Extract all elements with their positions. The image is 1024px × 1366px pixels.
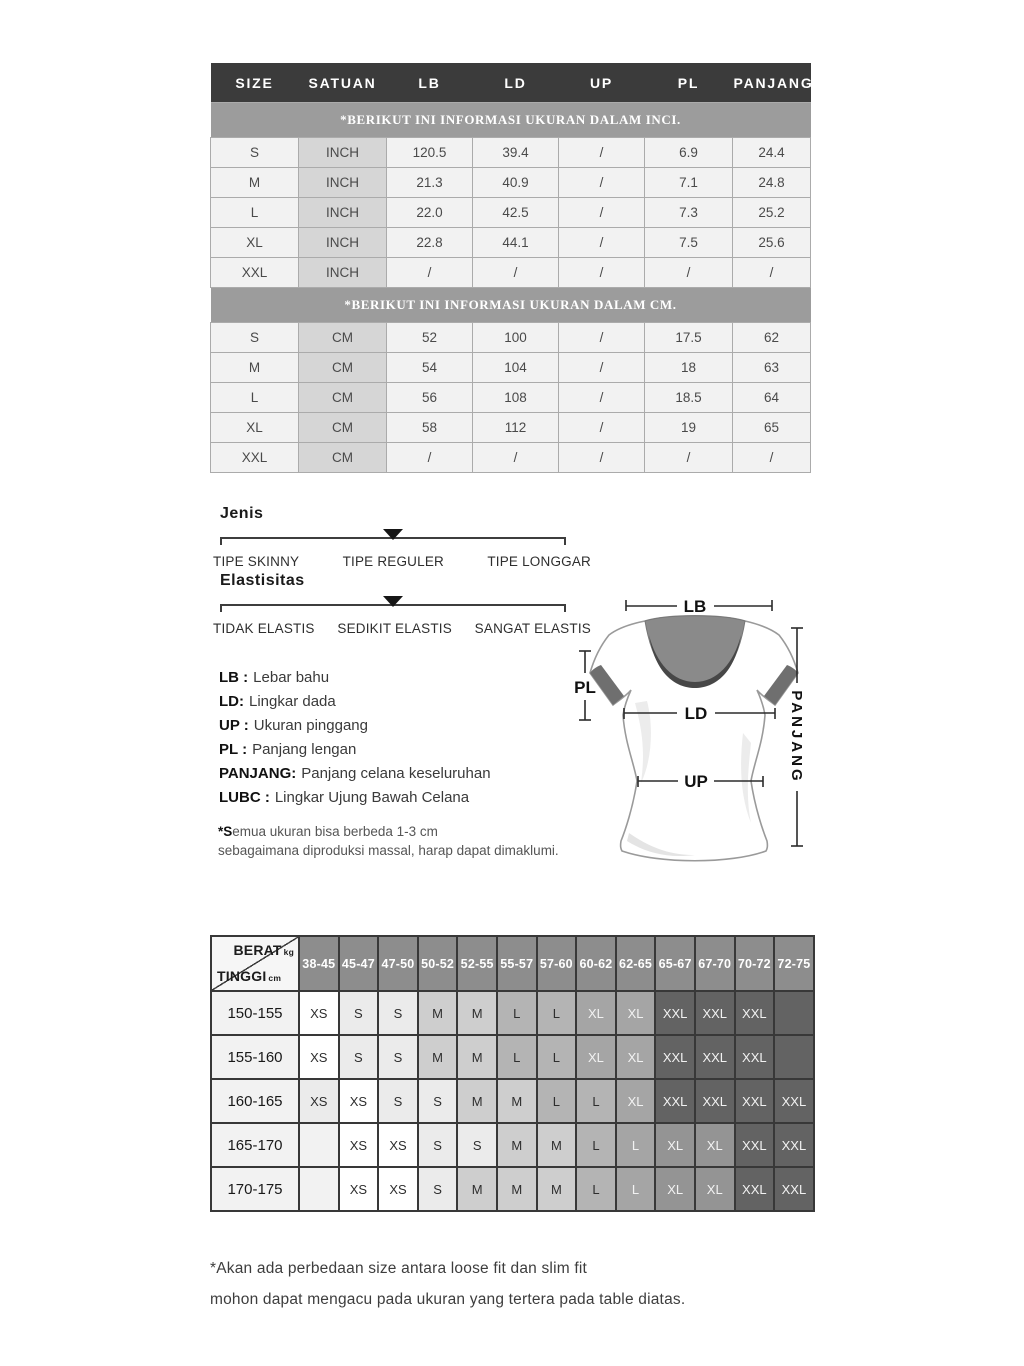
matrix-cell: L [616, 1167, 656, 1211]
size-table-cell: 52 [387, 323, 473, 353]
matrix-cell: S [378, 991, 418, 1035]
matrix-cell: L [497, 1035, 537, 1079]
size-table-cell: 100 [473, 323, 559, 353]
size-table-row [211, 323, 811, 353]
matrix-cell: XXL [655, 991, 695, 1035]
size-table-cell: INCH [299, 228, 387, 258]
elasticity-scale [213, 572, 591, 636]
size-table-cell: M [211, 168, 299, 198]
fit-type-title: Jenis [220, 505, 264, 522]
elasticity-scale-line [220, 604, 566, 614]
size-table-row [211, 413, 811, 443]
size-table-cell: INCH [299, 138, 387, 168]
size-table-cell: CM [299, 443, 387, 473]
size-table-cell: 112 [473, 413, 559, 443]
matrix-row [211, 1035, 814, 1079]
definition-pl: PL : Panjang lengan [219, 741, 357, 758]
matrix-row-header: 150-155 [211, 991, 299, 1035]
size-table-cell: / [559, 353, 645, 383]
size-table-col-header: PANJANG [733, 63, 811, 103]
matrix-col-header: 38-45 [299, 936, 339, 991]
matrix-cell: XS [378, 1123, 418, 1167]
size-table-cell: 104 [473, 353, 559, 383]
elasticity-title: Elastisitas [220, 572, 305, 589]
matrix-col-header: 57-60 [537, 936, 577, 991]
scale-marker-triangle-icon [383, 596, 403, 607]
size-table-cell: 22.0 [387, 198, 473, 228]
matrix-cell: XL [695, 1167, 735, 1211]
size-table-cell: XL [211, 228, 299, 258]
size-table-cell: / [559, 258, 645, 288]
matrix-cell: XS [299, 991, 339, 1035]
size-table-col-header: UP [559, 63, 645, 103]
matrix-cell: M [418, 991, 458, 1035]
matrix-cell: L [616, 1123, 656, 1167]
size-table-header-row [211, 63, 811, 103]
size-table-cell: 44.1 [473, 228, 559, 258]
tolerance-note [218, 822, 559, 860]
panjang-label: PANJANG [788, 690, 805, 784]
size-table-cell: 108 [473, 383, 559, 413]
elasticity-option-sangat: SANGAT ELASTIS [474, 621, 591, 636]
matrix-cell: XXL [655, 1079, 695, 1123]
ld-label: LD [684, 704, 708, 723]
matrix-cell: L [576, 1123, 616, 1167]
matrix-cell: XL [576, 991, 616, 1035]
size-table-cell: 64 [733, 383, 811, 413]
matrix-cell: M [457, 1167, 497, 1211]
matrix-cell: M [497, 1123, 537, 1167]
pl-measure-line [574, 651, 596, 720]
size-table-cell: / [559, 443, 645, 473]
measurement-definitions [219, 666, 491, 810]
matrix-cell: XXL [655, 1035, 695, 1079]
lb-label: LB [683, 597, 707, 616]
matrix-col-header: 55-57 [497, 936, 537, 991]
size-table-cell: / [559, 413, 645, 443]
matrix-cell [299, 1123, 339, 1167]
size-table-cell: S [211, 138, 299, 168]
size-table-cell: 21.3 [387, 168, 473, 198]
tshirt-diagram [565, 583, 820, 875]
size-table-cell: 65 [733, 413, 811, 443]
matrix-col-header: 52-55 [457, 936, 497, 991]
matrix-cell: XXL [695, 1035, 735, 1079]
definition-lb: LB : Lebar bahu [219, 669, 330, 686]
matrix-cell: S [339, 1035, 379, 1079]
fit-difference-note-line1: *Akan ada perbedaan size antara loose fit dan slim fit [210, 1260, 587, 1277]
matrix-col-header: 62-65 [616, 936, 656, 991]
matrix-cell: XS [299, 1079, 339, 1123]
matrix-row [211, 1079, 814, 1123]
size-table-cell: / [473, 258, 559, 288]
size-table-col-header: LD [473, 63, 559, 103]
matrix-cell: M [457, 1035, 497, 1079]
matrix-row-header: 165-170 [211, 1123, 299, 1167]
matrix-cell: S [418, 1123, 458, 1167]
matrix-cell: M [497, 1079, 537, 1123]
size-table-cell: 6.9 [645, 138, 733, 168]
matrix-cell: XXL [735, 991, 775, 1035]
size-table-cell: / [559, 168, 645, 198]
size-table-cell: 56 [387, 383, 473, 413]
matrix-cell: S [418, 1167, 458, 1211]
size-table-cell: INCH [299, 168, 387, 198]
size-table-cell: M [211, 353, 299, 383]
matrix-row-header: 170-175 [211, 1167, 299, 1211]
size-table-cell: / [387, 258, 473, 288]
matrix-cell: XXL [774, 1167, 814, 1211]
matrix-cell: M [537, 1167, 577, 1211]
size-table-cell: 25.6 [733, 228, 811, 258]
size-table-cell: 22.8 [387, 228, 473, 258]
size-table-row [211, 198, 811, 228]
matrix-cell: M [457, 1079, 497, 1123]
matrix-cell: XL [695, 1123, 735, 1167]
lb-measure-line [626, 597, 772, 616]
matrix-cell: S [457, 1123, 497, 1167]
size-table-cell: / [559, 198, 645, 228]
matrix-col-header: 60-62 [576, 936, 616, 991]
matrix-cell: S [378, 1035, 418, 1079]
matrix-col-header: 47-50 [378, 936, 418, 991]
fit-type-option-reguler: TIPE REGULER [342, 554, 444, 569]
weight-axis-label: BERAT kg [233, 942, 294, 958]
tolerance-note-line2: sebagaimana diproduksi massal, harap dapat dimaklumi. [218, 843, 559, 858]
matrix-cell: XXL [735, 1167, 775, 1211]
size-table-cell: / [559, 138, 645, 168]
elasticity-option-tidak: TIDAK ELASTIS [213, 621, 315, 636]
size-table-cell: / [645, 258, 733, 288]
matrix-col-header: 45-47 [339, 936, 379, 991]
elasticity-option-sedikit: SEDIKIT ELASTIS [337, 621, 452, 636]
definition-panjang: PANJANG: Panjang celana keseluruhan [219, 765, 491, 782]
matrix-cell: XXL [735, 1123, 775, 1167]
size-table-cell: / [387, 443, 473, 473]
size-table-cell: CM [299, 323, 387, 353]
fit-type-option-longgar: TIPE LONGGAR [487, 554, 591, 569]
size-table-cell: XXL [211, 258, 299, 288]
size-table-cell: / [733, 443, 811, 473]
matrix-cell: XS [299, 1035, 339, 1079]
size-table-cell: / [733, 258, 811, 288]
matrix-cell: L [576, 1167, 616, 1211]
matrix-cell: M [418, 1035, 458, 1079]
pl-label: PL [574, 678, 596, 697]
matrix-cell: L [497, 991, 537, 1035]
matrix-row-header: 160-165 [211, 1079, 299, 1123]
size-table-row [211, 353, 811, 383]
size-table-cell: / [559, 383, 645, 413]
size-table-cell: INCH [299, 198, 387, 228]
size-table-cell: / [645, 443, 733, 473]
size-table-row [211, 443, 811, 473]
size-table-cell: 42.5 [473, 198, 559, 228]
size-table-cell: 7.1 [645, 168, 733, 198]
fit-type-scale-line [220, 537, 566, 547]
size-table-cell: 54 [387, 353, 473, 383]
size-table-col-header: SIZE [211, 63, 299, 103]
matrix-cell: XS [339, 1123, 379, 1167]
matrix-col-header: 50-52 [418, 936, 458, 991]
tolerance-note-line1: *Semua ukuran bisa berbeda 1-3 cm [218, 824, 438, 839]
size-table-col-header: PL [645, 63, 733, 103]
size-table-row [211, 228, 811, 258]
definition-up: UP : Ukuran pinggang [219, 717, 368, 734]
matrix-cell: XXL [735, 1035, 775, 1079]
matrix-body [211, 991, 814, 1211]
size-table-cell: CM [299, 383, 387, 413]
fit-type-scale [213, 505, 591, 569]
size-table-cell: 25.2 [733, 198, 811, 228]
size-table-cell: L [211, 198, 299, 228]
matrix-cell [299, 1167, 339, 1211]
matrix-cell: XL [616, 1035, 656, 1079]
size-table-cell: 19 [645, 413, 733, 443]
matrix-col-header: 67-70 [695, 936, 735, 991]
matrix-cell: L [537, 1035, 577, 1079]
matrix-cell: XXL [695, 1079, 735, 1123]
size-table-cell: 17.5 [645, 323, 733, 353]
matrix-cell: XXL [774, 1079, 814, 1123]
matrix-header-row [211, 936, 814, 991]
size-table-row [211, 138, 811, 168]
size-table-cell: XXL [211, 443, 299, 473]
matrix-cell: XS [339, 1167, 379, 1211]
size-table-section-banner: *BERIKUT INI INFORMASI UKURAN DALAM INCI. [211, 103, 811, 138]
matrix-cell: S [418, 1079, 458, 1123]
matrix-col-header: 72-75 [774, 936, 814, 991]
size-table-cell: 18.5 [645, 383, 733, 413]
matrix-col-header: 70-72 [735, 936, 775, 991]
matrix-cell [774, 1035, 814, 1079]
matrix-cell: XXL [695, 991, 735, 1035]
size-table-col-header: LB [387, 63, 473, 103]
size-table-row [211, 258, 811, 288]
size-table-cell: 7.5 [645, 228, 733, 258]
size-table-cell: 18 [645, 353, 733, 383]
matrix-cell: XXL [774, 1123, 814, 1167]
size-table-cell: 7.3 [645, 198, 733, 228]
matrix-row [211, 1167, 814, 1211]
size-table [210, 63, 814, 473]
matrix-row-header: 155-160 [211, 1035, 299, 1079]
matrix-cell: M [497, 1167, 537, 1211]
matrix-cell: XL [576, 1035, 616, 1079]
size-table-cell: / [559, 323, 645, 353]
size-table-cell: INCH [299, 258, 387, 288]
height-axis-label: TINGGI cm [217, 968, 282, 984]
size-table-row [211, 168, 811, 198]
size-table-cell: 24.4 [733, 138, 811, 168]
size-table-col-header: SATUAN [299, 63, 387, 103]
size-table-cell: 24.8 [733, 168, 811, 198]
size-table-cell: XL [211, 413, 299, 443]
matrix-cell [774, 991, 814, 1035]
matrix-cell: L [576, 1079, 616, 1123]
definition-lubc: LUBC : Lingkar Ujung Bawah Celana [219, 789, 470, 806]
fit-difference-note-line2: mohon dapat mengacu pada ukuran yang tertera pada table diatas. [210, 1291, 686, 1308]
size-table-cell: 62 [733, 323, 811, 353]
matrix-cell: L [537, 1079, 577, 1123]
matrix-cell: S [339, 991, 379, 1035]
matrix-corner-cell [211, 936, 299, 991]
matrix-row [211, 991, 814, 1035]
definition-ld: LD: Lingkar dada [219, 693, 336, 710]
matrix-cell: S [378, 1079, 418, 1123]
matrix-cell: XL [655, 1167, 695, 1211]
scale-marker-triangle-icon [383, 529, 403, 540]
height-weight-matrix [210, 935, 815, 1212]
size-table-row [211, 383, 811, 413]
size-table-section-banner: *BERIKUT INI INFORMASI UKURAN DALAM CM. [211, 288, 811, 323]
matrix-cell: XL [655, 1123, 695, 1167]
size-table-cell: 120.5 [387, 138, 473, 168]
matrix-cell: L [537, 991, 577, 1035]
matrix-cell: M [457, 991, 497, 1035]
matrix-cell: M [537, 1123, 577, 1167]
fit-difference-note [210, 1253, 685, 1315]
size-table-cell: CM [299, 353, 387, 383]
size-table-cell: 63 [733, 353, 811, 383]
matrix-cell: XL [616, 1079, 656, 1123]
size-table-cell: L [211, 383, 299, 413]
matrix-row [211, 1123, 814, 1167]
matrix-cell: XS [378, 1167, 418, 1211]
size-table-cell: / [559, 228, 645, 258]
size-table-cell: S [211, 323, 299, 353]
matrix-cell: XL [616, 991, 656, 1035]
size-table-cell: / [473, 443, 559, 473]
matrix-col-header: 65-67 [655, 936, 695, 991]
matrix-cell: XXL [735, 1079, 775, 1123]
matrix-cell: XS [339, 1079, 379, 1123]
size-table-body [211, 103, 811, 473]
up-label: UP [684, 772, 708, 791]
size-table-cell: CM [299, 413, 387, 443]
size-table-cell: 39.4 [473, 138, 559, 168]
size-table-cell: 58 [387, 413, 473, 443]
size-table-cell: 40.9 [473, 168, 559, 198]
fit-type-option-skinny: TIPE SKINNY [213, 554, 300, 569]
